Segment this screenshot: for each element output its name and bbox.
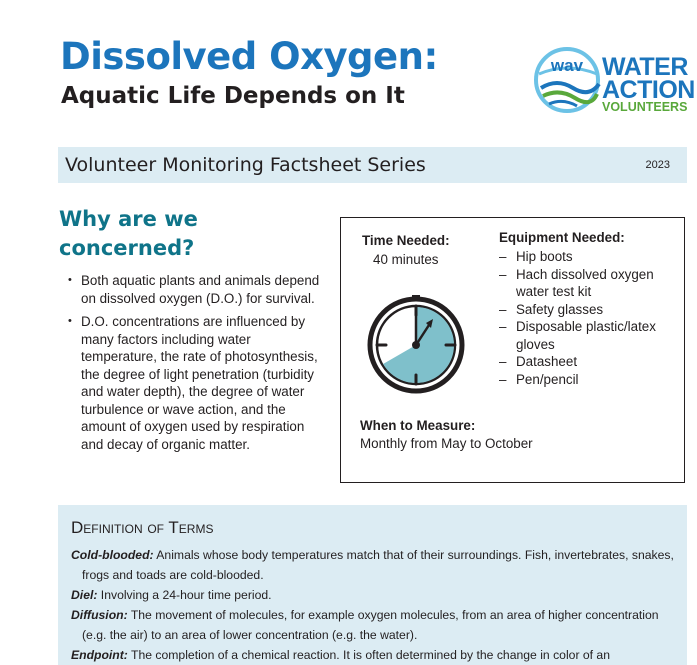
concern-bullet: • D.O. concentrations are influenced by many factors including water temperature, the rate of photosynthesis, the degree of light penetration (turbidity and water depth), the degree of water turbulence or wave action, and the amount of oxygen used by respiration and decay of organic matter. (68, 313, 330, 453)
definitions-panel (58, 505, 687, 665)
equipment-item: – Hip boots (499, 248, 679, 266)
equipment-needed-label: Equipment Needed: (499, 230, 625, 245)
logo-badge-text: wav (550, 56, 584, 75)
monitoring-info-box (340, 217, 685, 483)
concern-bullet: • Both aquatic plants and animals depend on dissolved oxygen (D.O.) for survival. (68, 272, 330, 307)
logo-word-action: ACTION (602, 76, 695, 104)
when-to-measure-value: Monthly from May to October (360, 436, 533, 451)
equipment-item: – Safety glasses (499, 301, 679, 319)
definitions-heading: Definition of Terms (71, 518, 214, 537)
page-title: Dissolved Oxygen: (60, 35, 438, 78)
time-needed-label: Time Needed: (362, 233, 450, 248)
equipment-item: – Disposable plastic/latex gloves (499, 318, 679, 353)
time-needed-value: 40 minutes (373, 252, 439, 267)
definition-text: The movement of molecules, for example oxygen molecules, from an area of higher concentration (e.g. the air) to an area of lower concentration (e.g. the water). (82, 608, 659, 642)
logo-word-volunteers: VOLUNTEERS (602, 100, 688, 114)
page-subtitle: Aquatic Life Depends on It (61, 83, 405, 109)
definition-item (71, 585, 681, 605)
definition-item (71, 645, 681, 665)
series-banner (58, 147, 687, 183)
concern-bullet-list (68, 272, 330, 459)
definition-term: Endpoint: (71, 648, 128, 662)
equipment-item: – Pen/pencil (499, 371, 679, 389)
equipment-list (499, 248, 679, 388)
definition-text: Involving a 24-hour time period. (97, 588, 272, 602)
equipment-item: – Datasheet (499, 353, 679, 371)
definition-item (71, 545, 681, 585)
water-action-volunteers-logo (533, 44, 693, 116)
definition-term: Diffusion: (71, 608, 128, 622)
definition-item (71, 605, 681, 645)
series-title: Volunteer Monitoring Factsheet Series (65, 154, 426, 176)
when-to-measure-label: When to Measure: (360, 418, 476, 433)
definition-text: Animals whose body temperatures match that of their surroundings. Fish, invertebrates, snakes, frogs and toads are cold-blooded. (82, 548, 674, 582)
logo-word-water: WATER (602, 53, 688, 81)
series-year: 2023 (645, 159, 670, 171)
definition-term: Cold-blooded: (71, 548, 154, 562)
definitions-list (71, 545, 681, 665)
logo-badge-icon (533, 44, 605, 116)
equipment-item: – Hach dissolved oxygen water test kit (499, 266, 679, 301)
concern-heading: Why are we concerned? (59, 207, 198, 260)
definition-term: Diel: (71, 588, 98, 602)
definition-text: The completion of a chemical reaction. It is often determined by the change in color of an (127, 648, 610, 662)
clock-icon (366, 295, 466, 395)
